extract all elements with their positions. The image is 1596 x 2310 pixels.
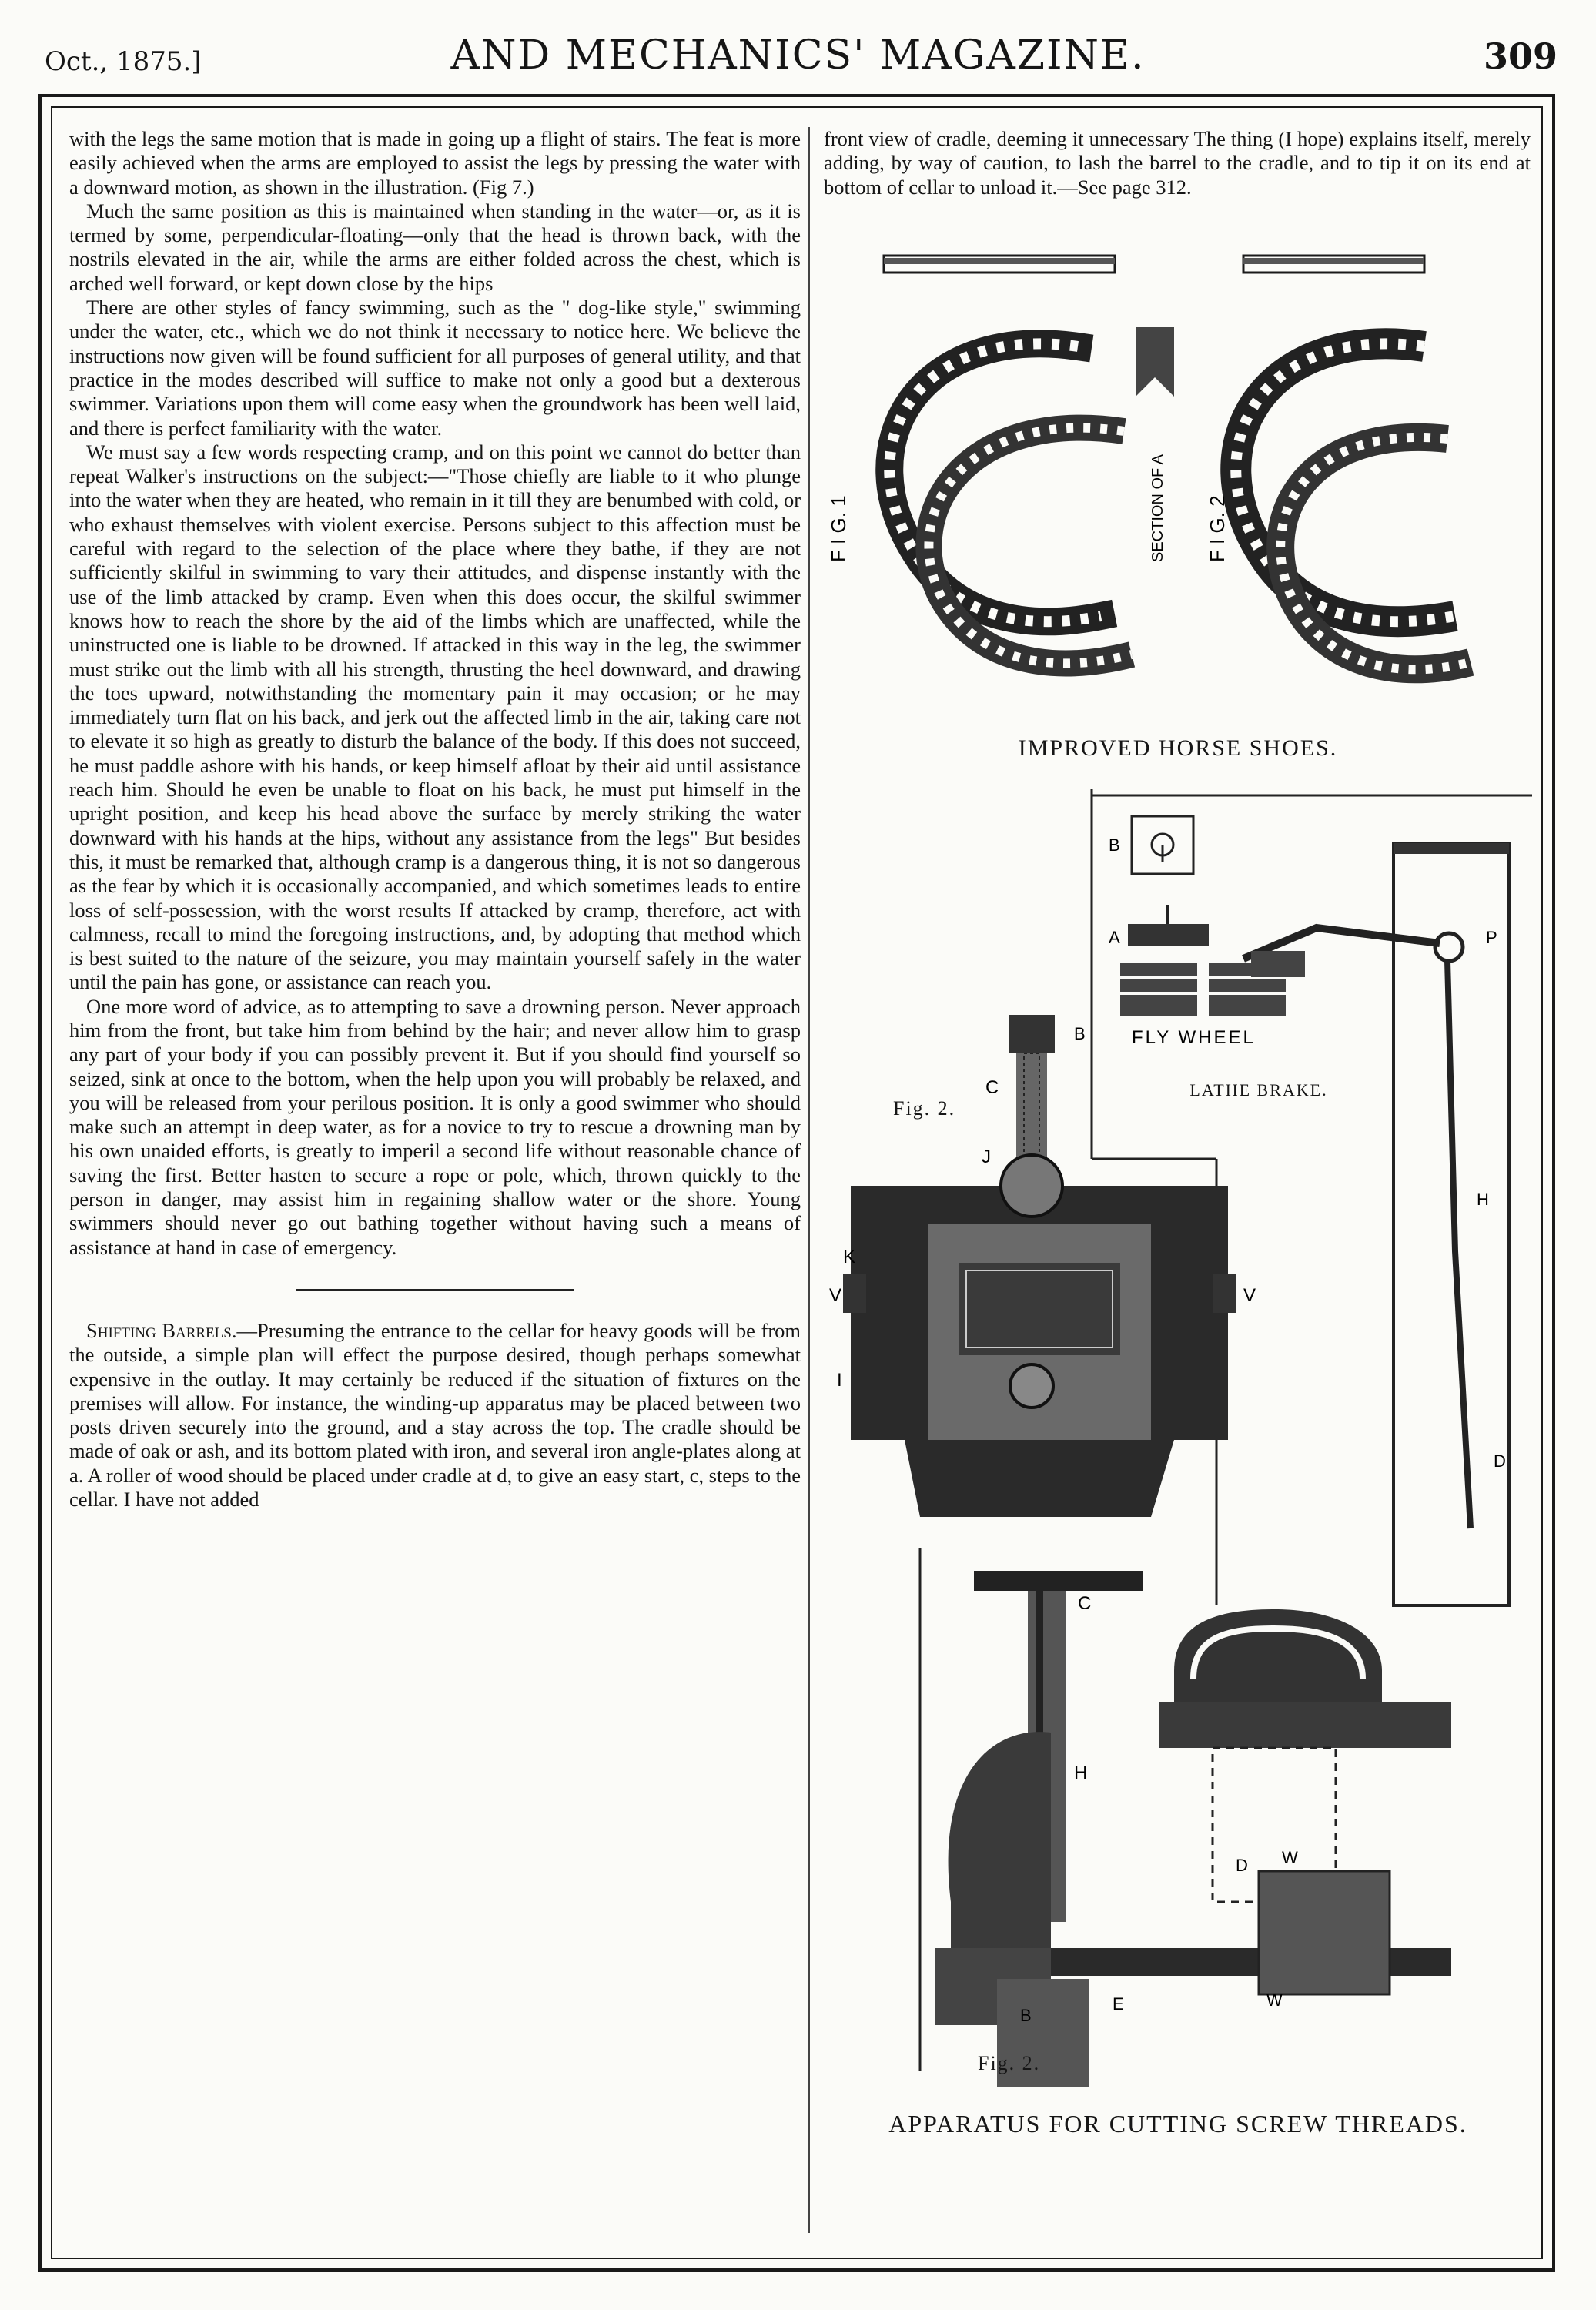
paragraph-cramp: We must say a few words respecting cramp, and on this point we cannot do better than repeat Walker's instructions on the subject:—"Those chiefly are liable to it who plunge into the water when they are heated, who remain in it till they are benumbed with cold, or who exhaust themselves with violent exercise. Persons subject to this affection must be careful with regard to the selection of the place where they bathe, if they are not sufficiently skilful in swimming to vary their attitudes, and dispense instantly with the use of the limb attacked by cramp. Even when this does occur, the skilful swimmer knows how to reach the shore by the aid of the limbs which are unaffected, while the uninstructed one is liable to be drowned. If attacked in this way in the leg, the swimmer must strike out the limb with all his strength, thrusting the heel downward, and drawing the toes upward, notwithstanding the momentary pain it may occasion; or he may immediately turn flat on his back, and jerk out the affected limb in the air, taking care not to elevate it so high as greatly to disturb the balance of the body. If this does not succeed, he must paddle ashore with his hands, or keep himself afloat by their aid until assistance reach him. Should he even be unable to float on his back, he must put himself in the upright position, and keep his head above the surface by merely striking the water downward with his hands at the hips, without any assistance from the legs" But besides this, it must be remarked that, although cramp is a dangerous thing, it is not so dangerous as the fear by which it is occasionally accompanied, and which sometimes leads to entire loss of self-possession, with the worst results If attacked by cramp, therefore, act with calmness, recall to mind the foregoing instructions, and, by adopting that method which is best suited to the nature of the seizure, you may maintain yourself safely in the water until the pain has gone, or assistance can reach you. xyxy=(69,440,801,994)
label-b: B xyxy=(1109,835,1120,855)
label-a: A xyxy=(1109,928,1120,947)
paragraph-standing: Much the same position as this is maintained when standing in the water—or, as it is termed by some, perpendicular-floating—only that the head is thrown back, with the nostrils elevated in the air, while the arms are either folded across the chest, which is arched well forward, or kept down close by the hips xyxy=(69,199,801,295)
paragraph-fancy-swimming: There are other styles of fancy swimming, such as the " dog-like style," swimming under the water, etc., which we do not think it necessary to notice here. We believe the instructions now given will be found sufficient for all purposes of general utility, and that practice in the modes described will suffice to make not only a good but a dexterous swimmer. Variations upon them will come easy when the groundwork has been well laid, and there is perfect familiarity with the water. xyxy=(69,296,801,440)
lathe-headstock xyxy=(949,1732,1051,1948)
fly-wheel-label: FLY WHEEL xyxy=(1132,1027,1256,1048)
label-i: I xyxy=(837,1370,842,1391)
label-w-lower: W xyxy=(1266,1990,1283,2010)
gear-wheel xyxy=(1001,1155,1062,1217)
label-c: C xyxy=(985,1077,999,1098)
page-number: 309 xyxy=(1483,35,1558,77)
fig-2-label-lower: Fig. 2. xyxy=(978,2052,1041,2074)
horseshoe-figure xyxy=(824,231,1532,724)
label-j: J xyxy=(982,1147,991,1167)
section-of-a xyxy=(1136,327,1174,397)
column-rule xyxy=(808,127,810,2233)
top-handle xyxy=(1009,1015,1055,1053)
label-p: P xyxy=(1486,928,1497,947)
shifting-barrels-heading: Shifting Barrels. xyxy=(86,1318,237,1342)
magazine-title: AND MECHANICS' MAGAZINE. xyxy=(450,32,1146,79)
brake-shoe xyxy=(1251,951,1305,977)
fig2-label: F I G. 2 xyxy=(1206,495,1229,562)
mandrel xyxy=(1051,1948,1451,1976)
die-nut xyxy=(1010,1364,1053,1408)
arch-cover xyxy=(1174,1609,1382,1709)
label-e-lower: E xyxy=(1113,1994,1124,2014)
issue-date: Oct., 1875.] xyxy=(45,46,202,77)
paragraph-swimming-1: with the legs the same motion that is made in going up a flight of stairs. The feat is more easily achieved when the arms are employed to assist the legs by pressing the water with a downward motion, as shown in the illustration. (Fig 7.) xyxy=(69,127,801,199)
fig-2-label-upper: Fig. 2. xyxy=(893,1097,956,1120)
lathe-brake-caption: LATHE BRAKE. xyxy=(1189,1080,1328,1100)
screw-apparatus-caption: APPARATUS FOR CUTTING SCREW THREADS. xyxy=(888,2110,1467,2138)
section-label: SECTION OF A xyxy=(1149,454,1166,562)
die-holder xyxy=(1259,1871,1390,1994)
label-d-lower: D xyxy=(1236,1856,1248,1875)
clamp-bar xyxy=(1159,1702,1451,1748)
label-d: D xyxy=(1494,1451,1506,1471)
brake-rod xyxy=(1447,960,1471,1528)
label-v-right: V xyxy=(1243,1285,1256,1306)
label-h-lower: H xyxy=(1074,1763,1088,1783)
screw-apparatus-lower xyxy=(920,1548,1528,2087)
label-k: K xyxy=(843,1247,856,1267)
shifting-barrels-body: —Presuming the entrance to the cellar for heavy goods will be from the outside, a simple plan will effect the purpose desired, though perhaps somewhat expensive in the outlay. It may certainly be reduced if the situation of fixtures on the premises will allow. For instance, the winding-up apparatus may be placed between two posts driven securely into the ground, and a stay across the top. The cradle should be made of oak or ash, and its bottom plated with iron, and several iron angle-plates along at a. A roller of wood should be placed under cradle at d, to give an easy start, c, steps to the cellar. I have not added xyxy=(69,1318,801,1512)
horseshoes-caption: IMPROVED HORSE SHOES. xyxy=(1018,735,1338,761)
screw-apparatus-upper xyxy=(829,1009,1290,1517)
label-h: H xyxy=(1477,1190,1489,1209)
fig1-label: F I G. 1 xyxy=(827,495,850,562)
paragraph-rescue: One more word of advice, as to attempting to save a drowning person. Never approach him from the front, but take him from behind by the hair; and never allow him to grasp any part of your body if you can possibly prevent it. But if you should find yourself so seized, sink at once to the bottom, when the help upon you will probably be relaxed, and you will be released from your perilous position. It is only a good swimmer who should make such an attempt in deep water, as for a novice to try to rescue a drowning man by his own unaided efforts, is greatly to imperil a second life without reasonable chance of saving the first. Better hasten to secure a rope or pole, which, thrown quickly to the person in danger, may assist him in regaining shallow water or the shore. Young swimmers should never go out bathing together without having such a means of assistance at hand in case of emergency. xyxy=(69,994,801,1259)
lower-top-handle xyxy=(974,1571,1143,1591)
label-b-lower: B xyxy=(1020,2006,1032,2025)
section-divider xyxy=(296,1289,574,1291)
label-w-upper: W xyxy=(1282,1848,1298,1867)
paragraph-shifting-barrels xyxy=(69,1319,801,1512)
running-header xyxy=(0,29,1596,83)
horseshoe-fig2-back xyxy=(1236,343,1455,621)
right-column-text: front view of cradle, deeming it unnecessary The thing (I hope) explains itself, merely adding, by way of caution, to lash the barrel to the cradle, and to tip it on its end at bottom of cellar to unload it.—See page 312. xyxy=(824,127,1531,199)
left-column xyxy=(69,127,801,2233)
label-b-upper: B xyxy=(1074,1024,1086,1043)
lathe-post xyxy=(1394,843,1509,1605)
brake-block-a xyxy=(1128,924,1209,946)
label-c-lower: C xyxy=(1078,1593,1092,1614)
label-v-left: V xyxy=(829,1285,842,1306)
